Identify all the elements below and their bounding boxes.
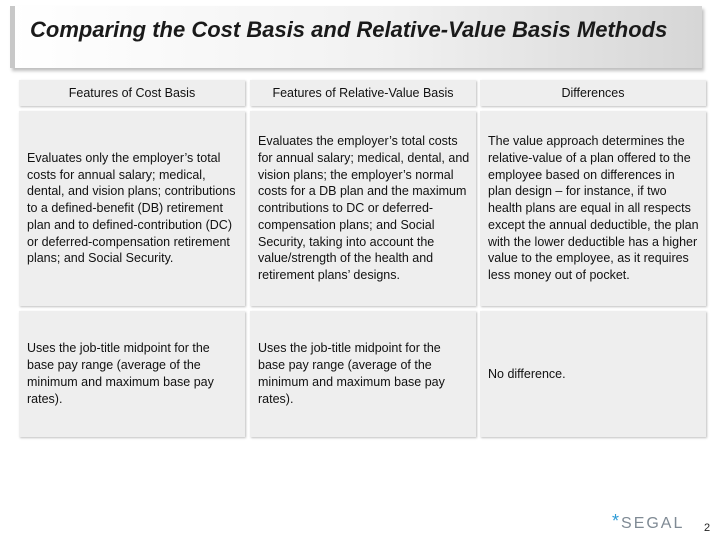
slide-title: Comparing the Cost Basis and Relative-Value Basis Methods (30, 17, 668, 42)
asterisk-icon: * (612, 511, 620, 531)
table-cell-row1-differences (480, 111, 706, 306)
table-cell-row2-differences (480, 311, 706, 437)
table-cell-text: The value approach determines the relative-value of a plan offered to the employee based on differences in plan design – for instance, if two health plans are equal in all respects except the annual deductible, the plan with the lower deductible has a higher value to the employee, as it requires less money out of pocket. (488, 133, 699, 283)
table-cell-row2-relative-value (250, 311, 476, 437)
table-cell-text: Uses the job-title midpoint for the base pay range (average of the minimum and maximum base pay rates). (27, 341, 214, 406)
logo-text: SEGAL (621, 515, 685, 532)
table-cell-text: Evaluates only the employer’s total costs for annual salary; medical, dental, and vision plans; contributions to a defined-benefit (DB) retirement plan and to defined-contribution (DC) or deferred-compensation retirement plans; and Social Security. (27, 150, 236, 266)
column-header-relative-value-basis: Features of Relative-Value Basis (250, 80, 476, 106)
title-bar (10, 6, 702, 68)
column-header-differences: Differences (480, 80, 706, 106)
column-header-cost-basis: Features of Cost Basis (19, 80, 245, 106)
table-cell-row2-cost-basis (19, 311, 245, 437)
table-cell-text: Uses the job-title midpoint for the base pay range (average of the minimum and maximum base pay rates). (258, 341, 445, 406)
page-number: 2 (704, 522, 711, 534)
table-cell-row1-relative-value (250, 111, 476, 306)
table-cell-row1-cost-basis (19, 111, 245, 306)
table-cell-text: Evaluates the employer’s total costs for annual salary; medical, dental, and vision plans; the employer’s normal costs for a DB plan and the maximum contributions to DC or deferred-compensation plans; and Social Security, taking into account the value/strength of the health and retirement plans’ designs. (258, 133, 470, 283)
segal-logo (612, 511, 685, 533)
table-cell-text: No difference. (488, 366, 566, 381)
